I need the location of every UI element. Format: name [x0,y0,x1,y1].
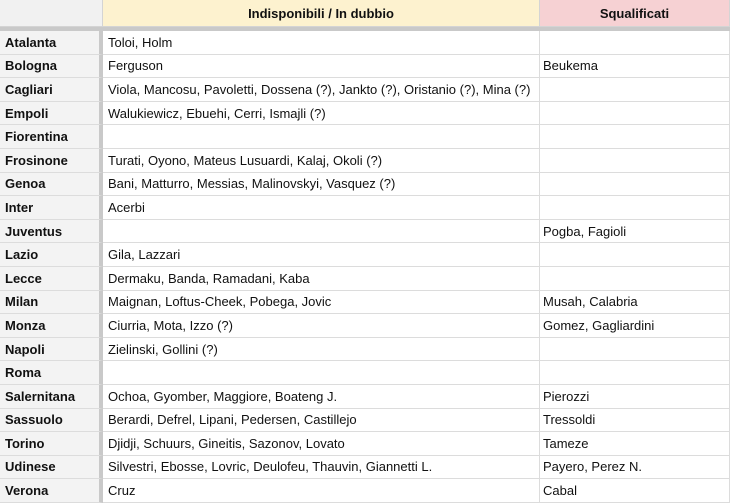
corner-cell[interactable] [0,0,103,27]
header-unavailable[interactable]: Indisponibili / In dubbio [103,0,540,27]
unavailable-cell[interactable]: Zielinski, Gollini (?) [103,338,540,362]
unavailable-cell[interactable] [103,361,540,385]
unavailable-cell[interactable]: Ciurria, Mota, Izzo (?) [103,314,540,338]
unavailable-cell[interactable]: Djidji, Schuurs, Gineitis, Sazonov, Lovato [103,432,540,456]
unavailable-cell[interactable]: Dermaku, Banda, Ramadani, Kaba [103,267,540,291]
suspended-cell[interactable] [540,361,730,385]
team-cell[interactable]: Cagliari [0,78,103,102]
unavailable-cell[interactable]: Toloi, Holm [103,31,540,55]
table-row [0,196,730,220]
unavailable-cell[interactable]: Berardi, Defrel, Lipani, Pedersen, Castillejo [103,409,540,433]
team-cell[interactable]: Empoli [0,102,103,126]
team-cell[interactable]: Juventus [0,220,103,244]
table-row [0,125,730,149]
suspended-cell[interactable] [540,243,730,267]
unavailable-cell[interactable]: Ochoa, Gyomber, Maggiore, Boateng J. [103,385,540,409]
table-row [0,220,730,244]
unavailable-cell[interactable] [103,125,540,149]
unavailable-cell[interactable] [103,220,540,244]
team-cell[interactable]: Frosinone [0,149,103,173]
team-cell[interactable]: Torino [0,432,103,456]
team-cell[interactable]: Napoli [0,338,103,362]
table-row [0,432,730,456]
unavailable-cell[interactable]: Ferguson [103,55,540,79]
team-cell[interactable]: Fiorentina [0,125,103,149]
team-cell[interactable]: Milan [0,291,103,315]
team-cell[interactable]: Lecce [0,267,103,291]
suspended-cell[interactable]: Pogba, Fagioli [540,220,730,244]
team-cell[interactable]: Sassuolo [0,409,103,433]
unavailable-cell[interactable]: Gila, Lazzari [103,243,540,267]
team-cell[interactable]: Inter [0,196,103,220]
suspended-cell[interactable]: Tameze [540,432,730,456]
suspended-cell[interactable] [540,102,730,126]
unavailable-cell[interactable]: Cruz [103,479,540,503]
team-cell[interactable]: Salernitana [0,385,103,409]
unavailable-cell[interactable]: Acerbi [103,196,540,220]
team-cell[interactable]: Monza [0,314,103,338]
table-row [0,243,730,267]
team-cell[interactable]: Roma [0,361,103,385]
table-body [0,31,730,503]
suspended-cell[interactable]: Musah, Calabria [540,291,730,315]
table-row [0,149,730,173]
table-row [0,55,730,79]
table-row [0,267,730,291]
table-row [0,291,730,315]
team-cell[interactable]: Verona [0,479,103,503]
suspended-cell[interactable]: Tressoldi [540,409,730,433]
suspended-cell[interactable] [540,125,730,149]
table-row [0,173,730,197]
table-row [0,409,730,433]
table-row [0,456,730,480]
header-suspended[interactable]: Squalificati [540,0,730,27]
table-row [0,338,730,362]
table-row [0,479,730,503]
team-cell[interactable]: Atalanta [0,31,103,55]
suspended-cell[interactable] [540,196,730,220]
team-cell[interactable]: Lazio [0,243,103,267]
suspended-cell[interactable]: Gomez, Gagliardini [540,314,730,338]
unavailable-cell[interactable]: Walukiewicz, Ebuehi, Cerri, Ismajli (?) [103,102,540,126]
table-row [0,385,730,409]
suspended-cell[interactable] [540,267,730,291]
table-row [0,361,730,385]
team-cell[interactable]: Bologna [0,55,103,79]
suspended-cell[interactable] [540,173,730,197]
unavailable-cell[interactable]: Maignan, Loftus-Cheek, Pobega, Jovic [103,291,540,315]
suspended-cell[interactable] [540,149,730,173]
team-cell[interactable]: Udinese [0,456,103,480]
suspended-cell[interactable]: Beukema [540,55,730,79]
suspended-cell[interactable] [540,338,730,362]
table-row [0,314,730,338]
unavailable-cell[interactable]: Turati, Oyono, Mateus Lusuardi, Kalaj, Okoli (?) [103,149,540,173]
unavailable-cell[interactable]: Silvestri, Ebosse, Lovric, Deulofeu, Thauvin, Giannetti L. [103,456,540,480]
unavailable-cell[interactable]: Bani, Matturro, Messias, Malinovskyi, Vasquez (?) [103,173,540,197]
team-cell[interactable]: Genoa [0,173,103,197]
unavailable-cell[interactable]: Viola, Mancosu, Pavoletti, Dossena (?), Jankto (?), Oristanio (?), Mina (?) [103,78,540,102]
suspended-cell[interactable] [540,31,730,55]
table-row [0,78,730,102]
table-row [0,31,730,55]
suspended-cell[interactable]: Pierozzi [540,385,730,409]
table-row [0,102,730,126]
suspended-cell[interactable] [540,78,730,102]
suspended-cell[interactable]: Payero, Perez N. [540,456,730,480]
suspended-cell[interactable]: Cabal [540,479,730,503]
